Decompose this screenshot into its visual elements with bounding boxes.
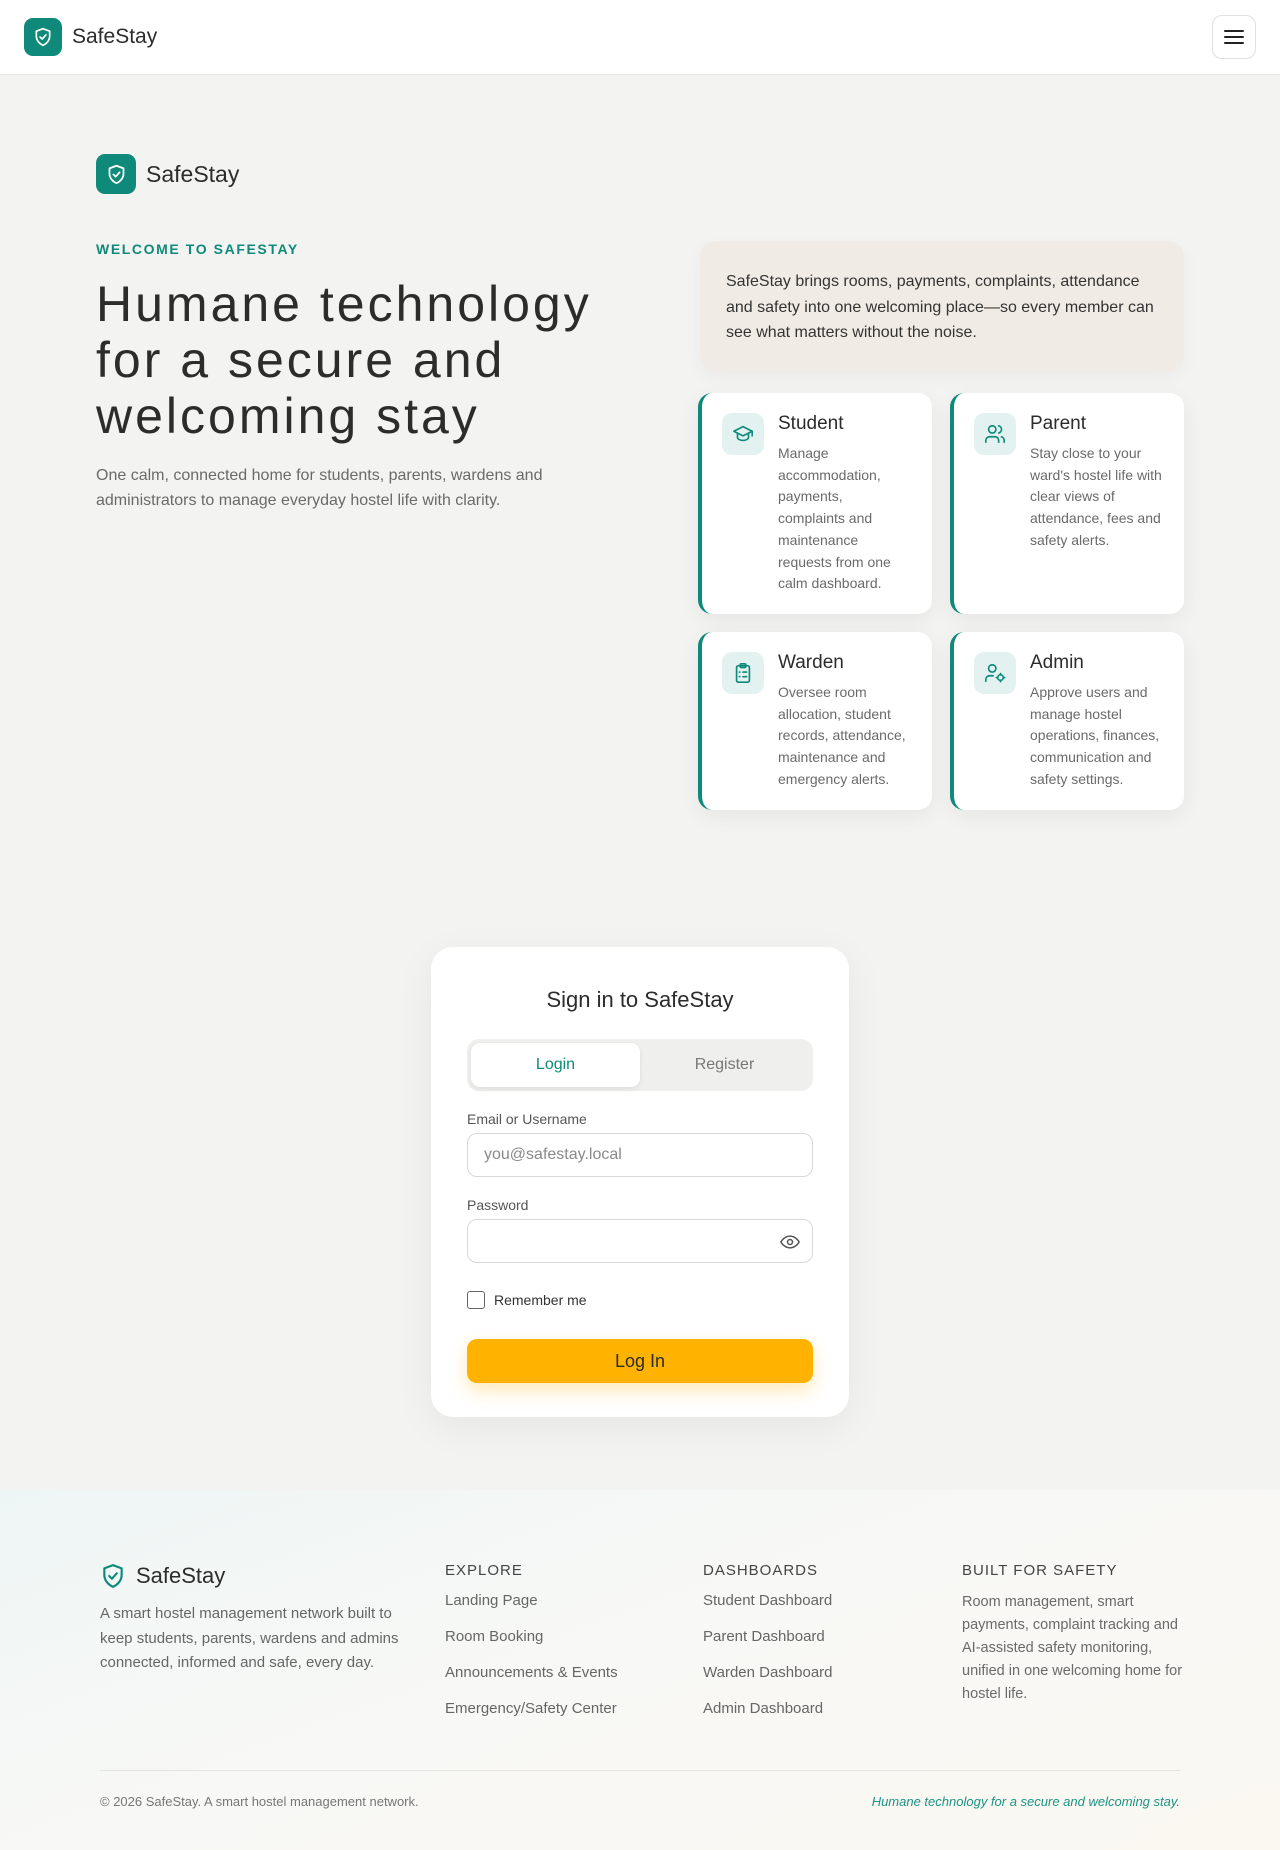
- tab-login[interactable]: Login: [471, 1043, 640, 1087]
- hero-brand: [96, 154, 239, 194]
- email-field[interactable]: [468, 1134, 812, 1176]
- hamburger-menu-button[interactable]: [1212, 15, 1256, 59]
- footer-about: A smart hostel management network built to keep students, parents, wardens and admins connected, informed and safe, every day.: [100, 1605, 399, 1671]
- footer-dashboards: [703, 1562, 833, 1735]
- footer-link-landing-page[interactable]: Landing Page: [445, 1592, 538, 1609]
- footer-brand-name: SafeStay: [136, 1563, 226, 1588]
- graduation-cap-icon: [722, 413, 764, 455]
- remember-checkbox[interactable]: [467, 1291, 485, 1309]
- footer-divider: [100, 1770, 1180, 1771]
- footer-link-announcements[interactable]: Announcements & Events: [445, 1664, 618, 1681]
- password-field[interactable]: [468, 1220, 812, 1262]
- footer-safety-heading: BUILT FOR SAFETY: [962, 1562, 1118, 1579]
- remember-label: Remember me: [494, 1292, 587, 1308]
- hero-brand-name: SafeStay: [146, 160, 240, 187]
- shield-check-icon: [100, 1562, 126, 1590]
- email-label: Email or Username: [467, 1111, 587, 1127]
- footer-tagline: Humane technology for a secure and welcoming stay.: [871, 1794, 1180, 1809]
- footer-safety-text: Room management, smart payments, complaint tracking and AI-assisted safety monitoring, unified in one welcoming home for hostel life.: [962, 1594, 1183, 1702]
- footer-link-safety-center[interactable]: Emergency/Safety Center: [445, 1700, 617, 1717]
- tab-register[interactable]: Register: [694, 1056, 755, 1073]
- footer: [0, 1490, 1280, 1850]
- footer-explore: [445, 1562, 618, 1735]
- nav-brand-name: SafeStay: [72, 25, 158, 48]
- shield-check-icon: [24, 18, 62, 56]
- signin-card: [431, 947, 849, 1417]
- eye-icon[interactable]: [780, 1232, 800, 1257]
- password-field-wrapper: [467, 1219, 813, 1263]
- shield-check-icon: [96, 154, 136, 194]
- intro-card: SafeStay brings rooms, payments, complaints, attendance and safety into one welcoming place—so every member can see what matters without the noise.: [700, 241, 1184, 371]
- auth-tabs: [467, 1039, 813, 1091]
- clipboard-list-icon: [722, 652, 764, 694]
- user-cog-icon: [974, 652, 1016, 694]
- footer-safety: [962, 1562, 1187, 1706]
- login-button[interactable]: Log In: [467, 1339, 813, 1383]
- role-title: Admin: [1030, 652, 1084, 673]
- footer-link-admin-dashboard[interactable]: Admin Dashboard: [703, 1700, 824, 1717]
- role-description: Stay close to your ward's hostel life with clear views of attendance, fees and safety alerts.: [1030, 445, 1162, 548]
- role-card-parent: [950, 393, 1184, 614]
- footer-link-warden-dashboard[interactable]: Warden Dashboard: [703, 1664, 833, 1681]
- top-navigation: [0, 0, 1280, 75]
- role-card-warden: [698, 632, 932, 810]
- users-icon: [974, 413, 1016, 455]
- role-title: Warden: [778, 652, 844, 673]
- password-label: Password: [467, 1197, 529, 1213]
- footer-copyright: © 2026 SafeStay. A smart hostel management network.: [100, 1794, 419, 1809]
- role-card-admin: [950, 632, 1184, 810]
- footer-link-parent-dashboard[interactable]: Parent Dashboard: [703, 1628, 825, 1645]
- footer-brand[interactable]: [100, 1562, 225, 1590]
- role-description: Oversee room allocation, student records, attendance, maintenance and emergency alerts.: [778, 684, 906, 787]
- signin-title: Sign in to SafeStay: [546, 987, 734, 1012]
- footer-dashboards-heading: DASHBOARDS: [703, 1562, 819, 1579]
- footer-link-room-booking[interactable]: Room Booking: [445, 1628, 544, 1645]
- email-field-wrapper: [467, 1133, 813, 1177]
- nav-brand[interactable]: [24, 18, 157, 56]
- hero-subline: One calm, connected home for students, parents, wardens and administrators to manage everyday hostel life with clarity.: [96, 467, 543, 509]
- remember-me[interactable]: [467, 1291, 813, 1309]
- role-title: Student: [778, 413, 844, 434]
- role-description: Manage accommodation, payments, complaints and maintenance requests from one calm dashboard.: [778, 445, 891, 592]
- role-description: Approve users and manage hostel operations, finances, communication and safety settings.: [1030, 684, 1160, 787]
- hero-eyebrow: WELCOME TO SAFESTAY: [96, 241, 299, 257]
- hamburger-menu-icon: [1224, 29, 1244, 45]
- hero-headline: Humane technology for a secure and welcoming stay: [96, 276, 592, 444]
- footer-link-student-dashboard[interactable]: Student Dashboard: [703, 1592, 833, 1609]
- footer-explore-heading: EXPLORE: [445, 1562, 523, 1579]
- role-title: Parent: [1030, 413, 1086, 434]
- role-card-student: [698, 393, 932, 614]
